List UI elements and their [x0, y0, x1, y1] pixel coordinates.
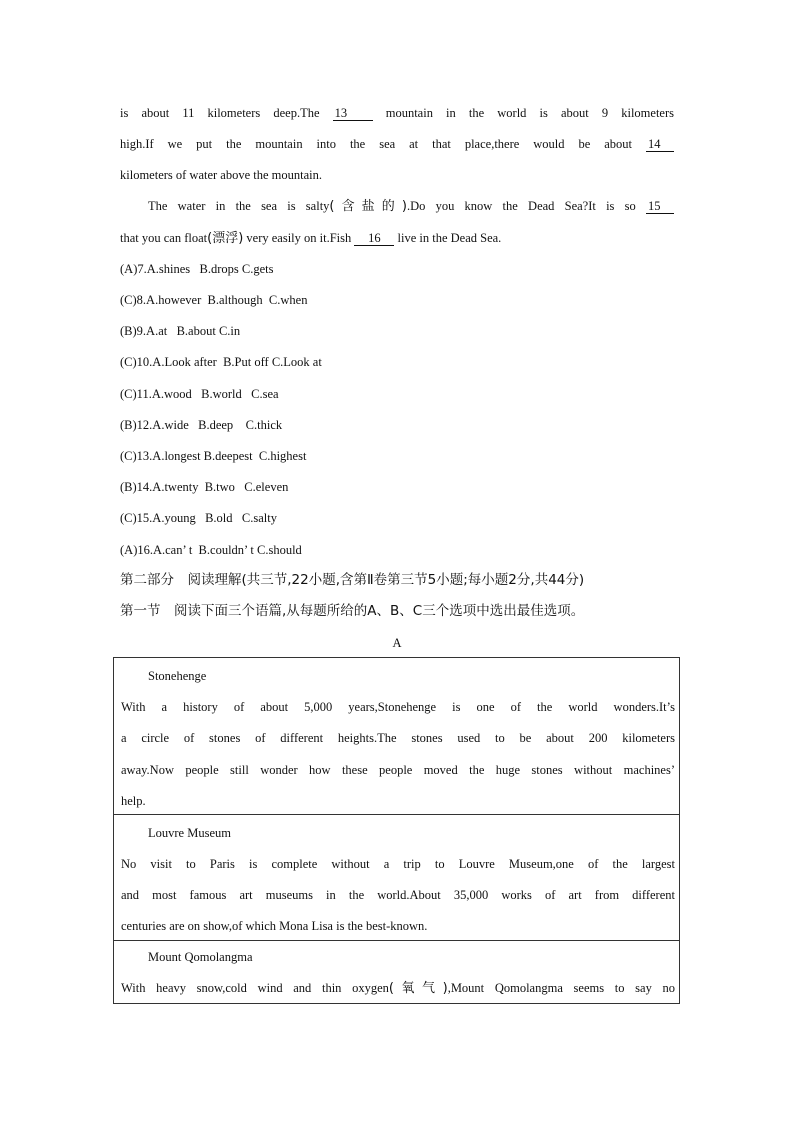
table-row-qomolangma: [114, 941, 679, 1003]
row-text: centuries are on show,of which Mona Lisa is the best-known.: [121, 919, 428, 933]
blank-16: 16: [354, 232, 394, 246]
chinese-gloss: (含盐的): [329, 199, 407, 214]
text: live in the Dead Sea.: [394, 231, 502, 245]
passage-label: A: [392, 636, 402, 650]
row-text: a circle of stones of different heights.The stones used to be about 200 kilometers: [121, 731, 675, 745]
answer-line: (B)12.A.wide B.deep C.thick: [120, 418, 283, 432]
text: With heavy snow,cold wind and thin oxygen: [121, 981, 389, 995]
row-text: No visit to Paris is complete without a trip to Louvre Museum,one of the largest: [121, 857, 675, 871]
row-title: Louvre Museum: [148, 826, 231, 840]
answer-line: (A)7.A.shines B.drops C.gets: [120, 262, 274, 276]
row-text: away.Now people still wonder how these people moved the huge stones without machines’: [121, 763, 675, 777]
row-title: Stonehenge: [148, 669, 207, 683]
answer-line: (B)14.A.twenty B.two C.eleven: [120, 480, 289, 494]
section-subheading: 第一节 阅读下面三个语篇,从每题所给的A、B、C三个选项中选出最佳选项。: [120, 603, 585, 619]
row-text: and most famous art museums in the world.About 35,000 works of art from different: [121, 888, 675, 902]
passage-line: [120, 136, 674, 152]
text: very easily on it.Fish: [243, 231, 355, 245]
passage-line: kilometers of water above the mountain.: [120, 168, 323, 182]
blank-14: 14: [646, 138, 674, 152]
row-text: help.: [121, 794, 146, 808]
answer-line: (C)15.A.young B.old C.salty: [120, 511, 277, 525]
answer-line: (B)9.A.at B.about C.in: [120, 324, 241, 338]
table-row-stonehenge: [114, 658, 679, 815]
text: that you can float: [120, 231, 208, 245]
text: is about 11 kilometers deep.The: [120, 106, 333, 120]
answer-line: (C)10.A.Look after B.Put off C.Look at: [120, 355, 322, 369]
passage-line: [120, 105, 674, 121]
chinese-gloss: (氧气): [388, 981, 448, 996]
table-row-louvre: [114, 815, 679, 941]
text: The water in the sea is salty: [148, 199, 330, 213]
row-text: With a history of about 5,000 years,Stonehenge is one of the world wonders.It’s: [121, 700, 675, 714]
answer-line: (C)13.A.longest B.deepest C.highest: [120, 449, 307, 463]
section-heading: 第二部分 阅读理解(共三节,22小题,含第Ⅱ卷第三节5小题;每小题2分,共44分): [120, 572, 585, 588]
text: .Do you know the Dead Sea?It is so: [406, 199, 646, 213]
answer-line: (C)11.A.wood B.world C.sea: [120, 387, 279, 401]
chinese-gloss: (漂浮): [207, 231, 244, 246]
row-text: [121, 980, 675, 997]
answer-line: (A)16.A.can’ t B.couldn’ t C.should: [120, 543, 302, 557]
passage-line: [148, 198, 674, 215]
blank-15: 15: [646, 200, 674, 214]
passage-table: [113, 657, 680, 1004]
blank-13: 13: [333, 107, 373, 121]
text: high.If we put the mountain into the sea at that place,there would be about: [120, 137, 646, 151]
text: mountain in the world is about 9 kilometers: [372, 106, 674, 120]
answer-line: (C)8.A.however B.although C.when: [120, 293, 308, 307]
text: ,Mount Qomolangma seems to say no: [447, 981, 675, 995]
passage-line: [120, 230, 501, 247]
row-title: Mount Qomolangma: [148, 950, 253, 964]
